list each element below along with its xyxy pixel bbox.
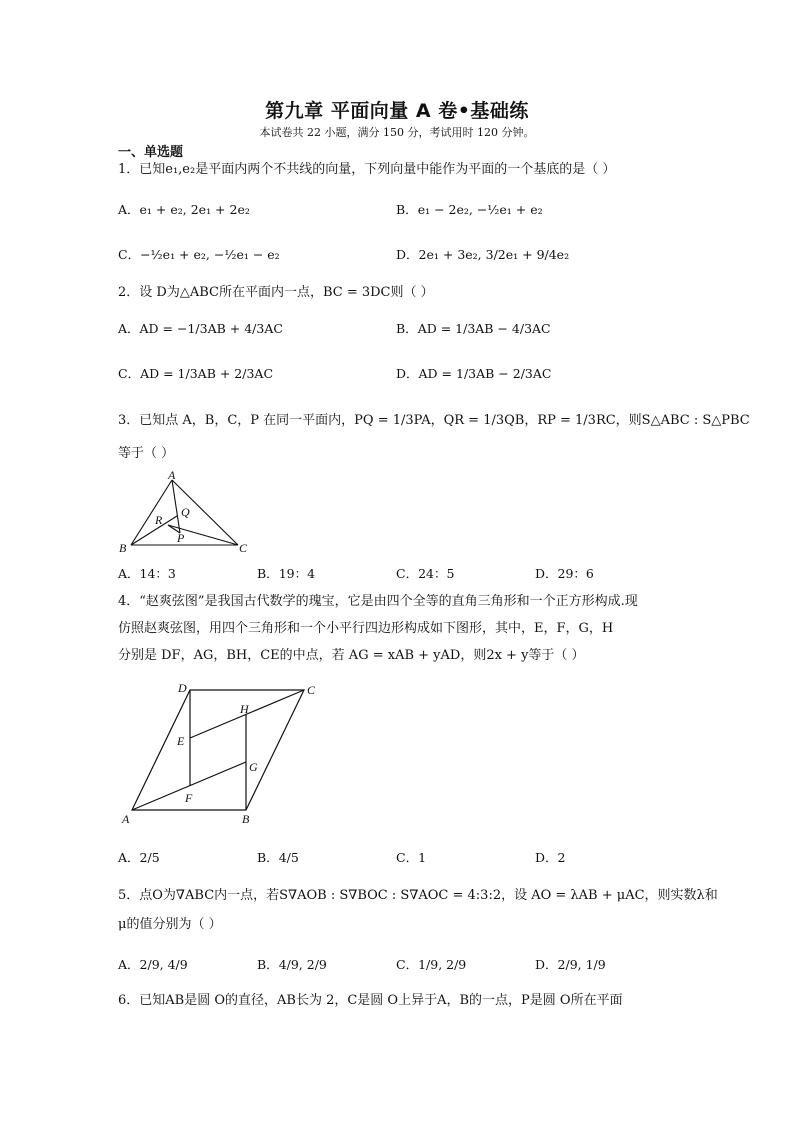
option-text: AD = 1/3AB − 4/3AC <box>417 321 551 336</box>
question-2-option-a: A．AD = −1/3AB + 4/3AC <box>118 321 283 336</box>
figure-label-a: A <box>168 470 176 482</box>
question-3-stem-line-2: 等于（ ） <box>118 446 175 461</box>
option-text: AD = 1/3AB + 2/3AC <box>140 366 274 381</box>
option-text: e₁ + e₂, 2e₁ + 2e₂ <box>139 202 250 217</box>
option-text: 2/9, 1/9 <box>557 957 606 972</box>
question-4-option-b: B．4/5 <box>257 850 299 865</box>
option-text: 1/9, 2/9 <box>418 957 467 972</box>
question-2-stem: 2．设 D为△ABC所在平面内一点，BC = 3DC则（ ） <box>118 285 434 300</box>
option-text: e₁ − 2e₂, −½e₁ + e₂ <box>417 202 543 217</box>
figure-label-b: B <box>242 812 250 826</box>
question-5-option-c: C．1/9, 2/9 <box>396 957 467 972</box>
option-text: 2e₁ + 3e₂, 3/2e₁ + 9/4e₂ <box>418 247 570 262</box>
question-1-option-a: A．e₁ + e₂, 2e₁ + 2e₂ <box>118 202 250 217</box>
question-4-stem-line-2: 仿照赵爽弦图，用四个三角形和一个小平行四边形构成如下图形，其中，E，F，G，H <box>118 621 614 636</box>
question-2-option-d: D．AD = 1/3AB − 2/3AC <box>396 366 552 381</box>
segment-bq <box>131 516 177 545</box>
option-text: 14：3 <box>139 566 176 581</box>
page-title: 第九章 平面向量 A 卷•基础练 <box>265 100 529 122</box>
question-5-stem-line-2: μ的值分别为（ ） <box>118 917 222 932</box>
question-4-stem: 4．“赵爽弦图”是我国古代数学的瑰宝，它是由四个全等的直角三角形和一个正方形构成.现 <box>118 594 638 609</box>
question-1-option-b: B．e₁ − 2e₂, −½e₁ + e₂ <box>396 202 543 217</box>
page-subtitle: 本试卷共 22 小题，满分 150 分，考试用时 120 分钟。 <box>259 126 535 139</box>
option-text: 2/5 <box>139 850 160 865</box>
option-text: 24：5 <box>418 566 455 581</box>
triangle-side-ab <box>131 480 172 545</box>
question-3-option-c: C．24：5 <box>396 566 455 581</box>
figure-label-h: H <box>240 702 249 716</box>
question-5-stem: 5．点O为∇ABC内一点，若S∇AOB : S∇BOC : S∇AOC = 4:3:2，设 AO = λAB + μAC，则实数λ和 <box>118 888 718 903</box>
section-heading: 一、单选题 <box>118 145 184 160</box>
figure-label-r: R <box>155 513 163 527</box>
figure-label-c: C <box>239 541 248 555</box>
option-text: 4/9, 2/9 <box>278 957 327 972</box>
question-4-option-d: D．2 <box>535 850 566 865</box>
option-text: 4/5 <box>278 850 299 865</box>
figure-label-a: A <box>122 812 130 826</box>
figure-label-e: E <box>177 734 185 748</box>
question-5-option-d: D．2/9, 1/9 <box>535 957 606 972</box>
figure-label-c: C <box>307 683 316 697</box>
figure-label-b: B <box>119 541 127 555</box>
option-text: −½e₁ + e₂, −½e₁ − e₂ <box>140 247 280 262</box>
question-4-option-c: C．1 <box>396 850 427 865</box>
option-text: 2/9, 4/9 <box>139 957 188 972</box>
option-text: 2 <box>557 850 566 865</box>
question-2-option-c: C．AD = 1/3AB + 2/3AC <box>118 366 274 381</box>
question-1-option-d: D．2e₁ + 3e₂, 3/2e₁ + 9/4e₂ <box>396 247 570 262</box>
question-3-option-b: B．19：4 <box>257 566 316 581</box>
question-4-option-a: A．2/5 <box>118 850 160 865</box>
question-1-stem: 1．已知e₁,e₂是平面内两个不共线的向量，下列向量中能作为平面的一个基底的是（ ） <box>118 162 616 177</box>
question-3-stem: 3．已知点 A，B，C，P 在同一平面内，PQ = 1/3PA，QR = 1/3QB，RP = 1/3RC，则S△ABC : S△PBC <box>118 413 750 428</box>
question-1-option-c: C．−½e₁ + e₂, −½e₁ − e₂ <box>118 247 280 262</box>
question-4-figure <box>118 680 333 828</box>
figure-label-q: Q <box>181 505 190 519</box>
option-text: 1 <box>418 850 427 865</box>
segment-ap <box>172 480 180 533</box>
option-text: 19：4 <box>278 566 316 581</box>
question-2-option-b: B．AD = 1/3AB − 4/3AC <box>396 321 551 336</box>
question-6-stem: 6．已知AB是圆 O的直径，AB长为 2，C是圆 O上异于A，B的一点，P是圆 O所在平面 <box>118 993 623 1008</box>
parallelogram-abcd <box>132 690 304 810</box>
figure-label-g: G <box>249 760 258 774</box>
figure-label-f: F <box>185 791 193 805</box>
option-text: 29：6 <box>557 566 594 581</box>
figure-label-p: P <box>177 531 185 545</box>
question-3-option-d: D．29：6 <box>535 566 594 581</box>
question-3-figure <box>118 470 258 556</box>
option-text: AD = −1/3AB + 4/3AC <box>139 321 283 336</box>
question-3-option-a: A．14：3 <box>118 566 176 581</box>
option-text: AD = 1/3AB − 2/3AC <box>418 366 552 381</box>
question-4-stem-line-3: 分别是 DF，AG，BH，CE的中点，若 AG = xAB + yAD，则2x + y等于（ ） <box>118 648 585 663</box>
question-5-option-b: B．4/9, 2/9 <box>257 957 327 972</box>
figure-label-d: D <box>178 681 187 695</box>
question-5-option-a: A．2/9, 4/9 <box>118 957 188 972</box>
